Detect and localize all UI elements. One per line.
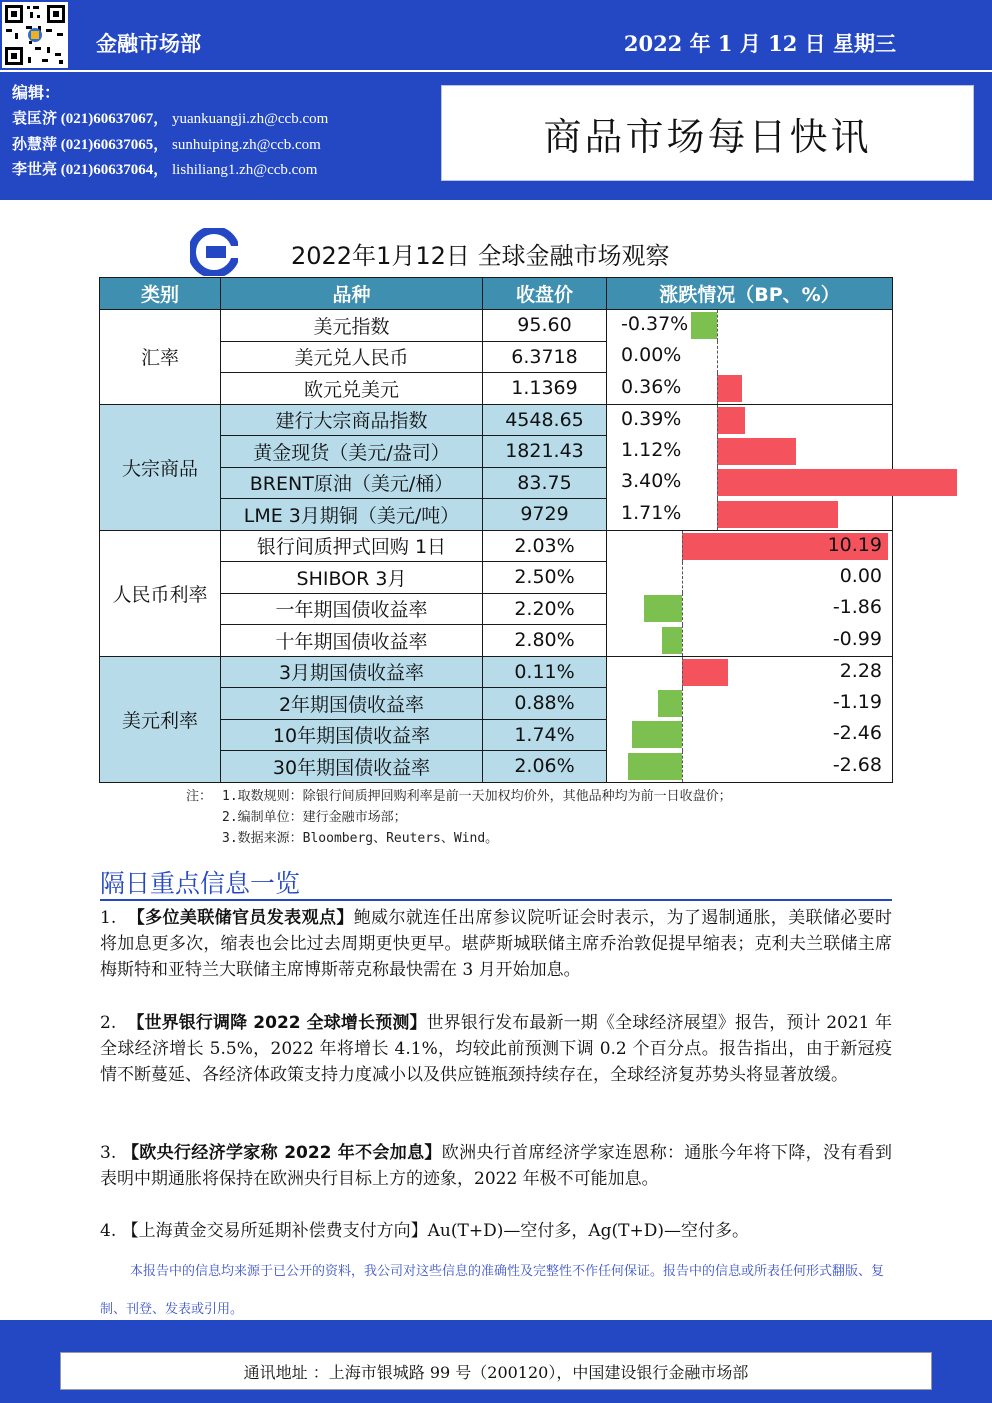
zero-axis-line: [682, 719, 683, 751]
market-table: [99, 277, 893, 783]
change-label: 3.40%: [621, 470, 682, 492]
close-price: 2.06%: [483, 751, 607, 783]
change-bar: [628, 753, 682, 780]
news-body: 鲍威尔就连任出席参议院听证会时表示，为了遏制通胀，美联储必要时将加息更多次，缩表也会比过去周期更快更早。堪萨斯城联储主席乔治敦促提早缩表；克利夫兰联储主席梅斯特和亚特兰大联储主席博斯蒂克称最快需在 3 月开始加息。: [100, 908, 893, 980]
instrument-name: 美元兑人民币: [221, 341, 483, 373]
column-header: 涨跌情况（BP、%）: [607, 278, 893, 310]
close-price: 1821.43: [483, 436, 607, 468]
zero-axis-line: [682, 531, 683, 562]
table-notes: [186, 786, 732, 849]
instrument-name: 3月期国债收益率: [221, 656, 483, 688]
change-cell: [607, 719, 893, 751]
zero-axis-line: [682, 751, 683, 782]
ccb-logo-icon: [190, 228, 238, 276]
news-section-divider: [100, 899, 892, 901]
editor-name: 袁匡济: [12, 109, 58, 127]
category-cell: 美元利率: [100, 656, 221, 782]
table-header-row: [100, 278, 893, 310]
change-bar: [632, 721, 682, 748]
instrument-name: 30年期国债收益率: [221, 751, 483, 783]
header-divider: [0, 70, 992, 72]
close-price: 2.50%: [483, 562, 607, 594]
column-header: 收盘价: [483, 278, 607, 310]
zero-axis-line: [682, 625, 683, 656]
change-cell: [607, 436, 893, 468]
change-cell: [607, 467, 893, 499]
change-bar: [691, 312, 717, 339]
change-label: 0.39%: [621, 407, 682, 430]
note-text: 2.编制单位：建行金融市场部；: [222, 810, 407, 825]
note-prefix: 注：: [186, 789, 213, 804]
editor-row: [12, 107, 328, 128]
column-header: 类别: [100, 278, 221, 310]
table-row: [100, 404, 893, 436]
change-bar: [658, 690, 682, 717]
zero-axis-line: [717, 405, 718, 436]
news-number: 4.: [100, 1221, 117, 1241]
zero-axis-line: [717, 499, 718, 530]
change-cell: [607, 625, 893, 657]
change-bar: [717, 407, 745, 434]
note-line: [186, 828, 732, 849]
change-label: 10.19: [827, 533, 882, 556]
instrument-name: 黄金现货（美元/盎司）: [221, 436, 483, 468]
change-cell: [607, 593, 893, 625]
instrument-name: 10年期国债收益率: [221, 719, 483, 751]
table-row: [100, 656, 893, 688]
editors-label: 编辑：: [12, 83, 61, 102]
report-title: 商品市场每日快讯: [543, 114, 872, 159]
change-bar: [717, 501, 838, 528]
table-row: [100, 310, 893, 342]
change-cell: [607, 499, 893, 531]
change-label: -0.37%: [621, 313, 689, 335]
change-cell: [607, 404, 893, 436]
change-bar: [717, 438, 796, 465]
close-price: 2.20%: [483, 593, 607, 625]
zero-axis-line: [717, 467, 718, 499]
category-cell: 大宗商品: [100, 404, 221, 530]
table-row: [100, 530, 893, 562]
news-headline: 【欧央行经济学家称 2022 年不会加息】: [121, 1143, 442, 1163]
close-price: 4548.65: [483, 404, 607, 436]
instrument-name: 建行大宗商品指数: [221, 404, 483, 436]
editor-name: 李世亮: [12, 160, 58, 178]
zero-axis-line: [682, 562, 683, 594]
close-price: 1.1369: [483, 373, 607, 405]
news-headline: 【上海黄金交易所延期补偿费支付方向】: [121, 1221, 428, 1241]
news-headline: 【世界银行调降 2022 全球增长预测】: [127, 1013, 427, 1033]
zero-axis-line: [717, 341, 718, 373]
change-cell: [607, 562, 893, 594]
market-table-title: 2022年1月12日 全球金融市场观察: [291, 242, 670, 270]
change-cell: [607, 688, 893, 720]
news-headline: 【多位美联储官员发表观点】: [127, 908, 354, 928]
change-cell: [607, 530, 893, 562]
change-label: -1.86: [832, 596, 882, 618]
news-item: [100, 905, 892, 983]
close-price: 0.88%: [483, 688, 607, 720]
report-title-box: [441, 85, 974, 181]
change-cell: [607, 341, 893, 373]
change-cell: [607, 310, 893, 342]
news-item: [100, 1140, 892, 1192]
instrument-name: LME 3月期铜（美元/吨）: [221, 499, 483, 531]
zero-axis-line: [682, 657, 683, 688]
change-label: -2.46: [832, 722, 882, 744]
change-label: -2.68: [832, 753, 882, 776]
news-body: Au(T+D)—空付多，Ag(T+D)—空付多。: [427, 1221, 749, 1241]
zero-axis-line: [717, 436, 718, 468]
news-body: 欧洲央行首席经济学家连恩称：通胀今年将下降，没有看到表明中期通胀将保持在欧洲央行目标上方的迹象，2022 年极不可能加息。: [100, 1143, 892, 1189]
change-label: -0.99: [832, 627, 882, 650]
editor-phone: (021)60637064，: [60, 162, 169, 178]
editor-email: yuankuangji.zh@ccb.com: [172, 111, 329, 127]
news-section-title: 隔日重点信息一览: [100, 869, 301, 898]
column-header: 品种: [221, 278, 483, 310]
change-bar: [717, 469, 957, 496]
instrument-name: 一年期国债收益率: [221, 593, 483, 625]
instrument-name: 2年期国债收益率: [221, 688, 483, 720]
department-name: 金融市场部: [96, 32, 201, 56]
close-price: 2.80%: [483, 625, 607, 657]
instrument-name: 银行间质押式回购 1日: [221, 530, 483, 562]
editor-row: [12, 158, 317, 179]
category-cell: 汇率: [100, 310, 221, 405]
note-line: [186, 807, 732, 828]
close-price: 0.11%: [483, 656, 607, 688]
news-number: 2.: [100, 1013, 117, 1033]
editor-row: [12, 133, 321, 154]
news-number: 1.: [100, 908, 117, 928]
note-text: 1.取数规则：除银行间质押回购利率是前一天加权均价外，其他品种均为前一日收盘价；: [222, 789, 732, 804]
change-cell: [607, 751, 893, 783]
change-cell: [607, 373, 893, 405]
change-label: 0.00: [839, 564, 882, 587]
change-label: 1.71%: [621, 501, 682, 524]
instrument-name: BRENT原油（美元/桶）: [221, 467, 483, 499]
instrument-name: 十年期国债收益率: [221, 625, 483, 657]
news-body: 世界银行发布最新一期《全球经济展望》报告，预计 2021 年全球经济增长 5.5%，2022 年将增长 4.1%，均较此前预测下调 0.2 个百分点。报告指出，由于新冠疫情不断蔓延、各经济体政策支持力度减小以及供应链瓶颈持续存在，全球经济复苏势头将显著放缓。: [100, 1013, 892, 1085]
header-band: [0, 0, 992, 200]
note-line: [186, 786, 732, 807]
change-bar: [682, 659, 728, 686]
disclaimer-text: 本报告中的信息均来源于已公开的资料，我公司对这些信息的准确性及完整性不作任何保证。报告中的信息或所表任何形式翻版、复制、刊登、发表或引用。: [100, 1264, 885, 1317]
footer-address: 通讯地址 ：上海市银城路 99 号（200120），中国建设银行金融市场部: [243, 1362, 749, 1382]
instrument-name: 欧元兑美元: [221, 373, 483, 405]
change-label: 2.28: [839, 659, 882, 682]
editor-phone: (021)60637065，: [60, 137, 169, 153]
change-bar: [662, 627, 682, 654]
change-label: -1.19: [832, 690, 882, 713]
editor-email: sunhuiping.zh@ccb.com: [172, 137, 321, 153]
zero-axis-line: [682, 688, 683, 720]
close-price: 1.74%: [483, 719, 607, 751]
close-price: 95.60: [483, 310, 607, 342]
zero-axis-line: [717, 310, 718, 341]
change-bar: [717, 375, 742, 402]
zero-axis-line: [682, 593, 683, 625]
change-label: 1.12%: [621, 438, 682, 461]
news-number: 3.: [100, 1143, 117, 1163]
footer-address-box: [60, 1352, 932, 1390]
close-price: 9729: [483, 499, 607, 531]
qr-code-icon: [2, 2, 68, 68]
editor-name: 孙慧萍: [12, 135, 58, 153]
change-cell: [607, 656, 893, 688]
close-price: 83.75: [483, 467, 607, 499]
category-cell: 人民币利率: [100, 530, 221, 656]
change-label: 0.36%: [621, 375, 682, 398]
editor-phone: (021)60637067，: [60, 111, 169, 127]
news-item: [100, 1010, 892, 1088]
report-date: 2022 年 1 月 12 日 星期三: [623, 31, 896, 56]
close-price: 6.3718: [483, 341, 607, 373]
news-item: [100, 1218, 892, 1244]
note-text: 3.数据来源：Bloomberg、Reuters、Wind。: [222, 831, 499, 846]
change-label: 0.00%: [621, 344, 682, 366]
close-price: 2.03%: [483, 530, 607, 562]
zero-axis-line: [717, 373, 718, 404]
instrument-name: SHIBOR 3月: [221, 562, 483, 594]
change-bar: [644, 595, 682, 622]
instrument-name: 美元指数: [221, 310, 483, 342]
editor-email: lishiliang1.zh@ccb.com: [172, 162, 318, 178]
